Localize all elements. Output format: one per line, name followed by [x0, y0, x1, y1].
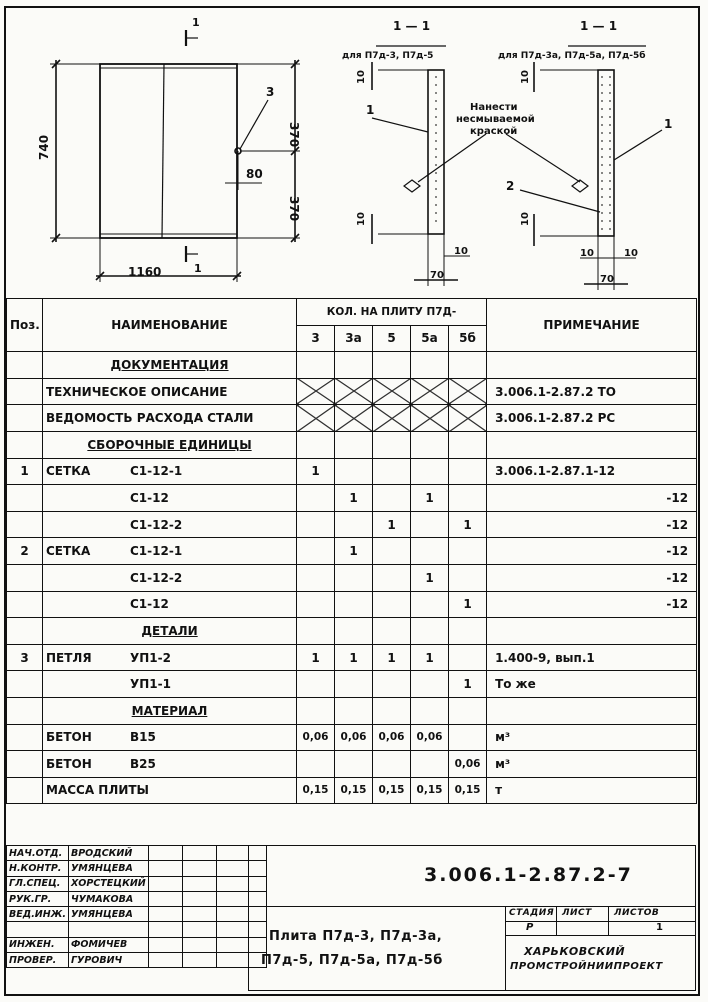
section-left-dim-depth: 70: [430, 270, 444, 281]
qty-cell: [449, 538, 487, 565]
pos-cell: 3: [7, 644, 43, 671]
staff-name: ФОМИЧЕВ: [68, 937, 148, 952]
note-line-1: Нанести: [470, 102, 518, 113]
section-title: ДОКУМЕНТАЦИЯ: [43, 352, 297, 379]
pos-cell: [7, 618, 43, 645]
pos-cell: [7, 352, 43, 379]
qty-cell: [335, 564, 373, 591]
name-cell: [43, 724, 297, 751]
qty-cell: [449, 431, 487, 458]
qty-cell: 0,06: [297, 724, 335, 751]
qty-cell: 1: [449, 591, 487, 618]
section-left-callout: 1: [366, 103, 375, 117]
name-cell: [43, 564, 297, 591]
doc-code: 3.006.1-2.87.2-7: [424, 864, 633, 886]
spec-row: [7, 405, 697, 432]
section-right-callout-1: 1: [664, 117, 673, 131]
staff-role: РУК.ГР.: [7, 891, 69, 906]
qty-cell: [297, 405, 335, 432]
staff-name: УМЯНЦЕВА: [68, 861, 148, 876]
staff-signature: [148, 922, 182, 937]
note-cell: -12: [487, 538, 697, 565]
spec-row: [7, 564, 697, 591]
spec-row: [7, 644, 697, 671]
qty-cell: 0,06: [335, 724, 373, 751]
item-code: С1-12-1: [130, 464, 183, 479]
staff-role: Н.КОНТР.: [7, 861, 69, 876]
note-line-2: несмываемой: [456, 114, 535, 125]
item-name: МАССА ПЛИТЫ: [46, 783, 149, 798]
note-cell: -12: [487, 485, 697, 512]
qty-cell: [449, 405, 487, 432]
item-name: ВЕДОМОСТЬ РАСХОДА СТАЛИ: [46, 411, 254, 426]
qty-cell: 1: [411, 485, 449, 512]
staff-role: ИНЖЕН.: [7, 937, 69, 952]
qty-cell: [411, 352, 449, 379]
spec-row: [7, 378, 697, 405]
note-cell: 1.400-9, вып.1: [487, 644, 697, 671]
item-name: БЕТОН: [46, 756, 92, 771]
pos-cell: [7, 431, 43, 458]
qty-cell: [335, 431, 373, 458]
qty-cell: [373, 671, 411, 698]
qty-cell: [449, 644, 487, 671]
qty-cell: 1: [411, 564, 449, 591]
note-cell: м³: [487, 724, 697, 751]
item-code: УП1-1: [130, 677, 171, 692]
name-cell: [43, 378, 297, 405]
pos-cell: [7, 751, 43, 778]
note-cell: 3.006.1-2.87.1-12: [487, 458, 697, 485]
spec-row: [7, 538, 697, 565]
item-code: В25: [130, 756, 156, 771]
pos-cell: [7, 591, 43, 618]
note-cell: м³: [487, 751, 697, 778]
qty-cell: [411, 591, 449, 618]
qty-cell: 1: [411, 644, 449, 671]
staff-name: [68, 922, 148, 937]
org-line-1: ХАРЬКОВСКИЙ: [524, 945, 626, 958]
qty-cell: [411, 378, 449, 405]
note-cell: -12: [487, 564, 697, 591]
header-variant: 5: [373, 325, 411, 352]
org-line-2: ПРОМСТРОЙНИИПРОЕКТ: [510, 961, 663, 972]
staff-signature: [148, 861, 182, 876]
qty-cell: 1: [297, 644, 335, 671]
item-name: ТЕХНИЧЕСКОЕ ОПИСАНИЕ: [46, 384, 228, 399]
qty-cell: [297, 538, 335, 565]
staff-signature: [148, 907, 182, 922]
specification-body: [7, 352, 697, 804]
item-code: С1-12: [130, 597, 169, 612]
qty-cell: [335, 751, 373, 778]
plan-callout: 3: [266, 85, 275, 99]
item-code: С1-12-2: [130, 570, 183, 585]
header-variant: 3а: [335, 325, 373, 352]
spec-row: [7, 724, 697, 751]
qty-cell: 0,15: [373, 777, 411, 804]
section-row: [7, 431, 697, 458]
stage-label: СТАДИЯ: [509, 908, 555, 918]
qty-cell: [411, 431, 449, 458]
section-left-title: 1 — 1: [393, 19, 431, 33]
note-cell: То же: [487, 671, 697, 698]
section-right-dim-left: 10: [580, 248, 594, 259]
sheets-label: ЛИСТОВ: [614, 908, 660, 918]
staff-name: ЧУМАКОВА: [68, 891, 148, 906]
staff-role: ВЕД.ИНЖ.: [7, 907, 69, 922]
pos-cell: [7, 378, 43, 405]
name-cell: [43, 405, 297, 432]
qty-cell: [411, 671, 449, 698]
qty-cell: [335, 618, 373, 645]
qty-cell: 1: [373, 511, 411, 538]
qty-cell: [411, 405, 449, 432]
pos-cell: [7, 564, 43, 591]
item-name: СЕТКА: [46, 464, 91, 479]
plan-section-marker-top: 1: [192, 16, 200, 29]
section-title: МАТЕРИАЛ: [43, 697, 297, 724]
staff-name: УМЯНЦЕВА: [68, 907, 148, 922]
qty-cell: [411, 618, 449, 645]
staff-role: [7, 922, 69, 937]
qty-cell: [297, 697, 335, 724]
item-name: БЕТОН: [46, 730, 92, 745]
qty-cell: [373, 618, 411, 645]
header-variant: 5б: [449, 325, 487, 352]
qty-cell: [411, 751, 449, 778]
qty-cell: [335, 511, 373, 538]
drawing-area: [0, 0, 708, 298]
qty-cell: [411, 697, 449, 724]
qty-cell: [373, 751, 411, 778]
staff-date: [182, 876, 216, 891]
qty-cell: 0,15: [449, 777, 487, 804]
staff-role: НАЧ.ОТД.: [7, 846, 69, 861]
name-cell: [43, 511, 297, 538]
qty-cell: [449, 618, 487, 645]
qty-cell: 0,15: [297, 777, 335, 804]
staff-date: [182, 937, 216, 952]
plan-dim-lower: 370: [287, 196, 301, 222]
drawing-title-line-1: Плита П7д-3, П7д-3а,: [269, 929, 443, 944]
section-right-callout-2: 2: [506, 179, 515, 193]
qty-cell: 0,06: [373, 724, 411, 751]
section-left-dim-right: 10: [454, 246, 468, 257]
qty-cell: [297, 618, 335, 645]
qty-cell: [373, 352, 411, 379]
qty-cell: [335, 458, 373, 485]
qty-cell: [449, 724, 487, 751]
item-code: С1-12-2: [130, 517, 183, 532]
name-cell: [43, 644, 297, 671]
qty-cell: 1: [449, 671, 487, 698]
name-cell: [43, 458, 297, 485]
qty-cell: [449, 352, 487, 379]
pos-cell: [7, 724, 43, 751]
qty-cell: 0,06: [449, 751, 487, 778]
section-right-dim-right: 10: [624, 248, 638, 259]
specification-table: [6, 298, 697, 804]
qty-cell: 0,15: [335, 777, 373, 804]
section-right-caption: для П7д-3а, П7д-5а, П7д-5б: [498, 51, 646, 61]
staff-date: [182, 891, 216, 906]
staff-row: [7, 876, 267, 891]
qty-cell: [449, 378, 487, 405]
staff-row: [7, 861, 267, 876]
staff-name: ГУРОВИЧ: [68, 953, 148, 968]
qty-cell: 0,15: [411, 777, 449, 804]
section-row: [7, 618, 697, 645]
qty-cell: [297, 751, 335, 778]
qty-cell: [373, 591, 411, 618]
spec-row: [7, 671, 697, 698]
qty-cell: [373, 378, 411, 405]
drawing-title-line-2: П7д-5, П7д-5а, П7д-5б: [261, 953, 443, 968]
note-cell: [487, 618, 697, 645]
plan-dim-width: 1160: [128, 265, 162, 279]
qty-cell: [373, 538, 411, 565]
stage-value: Р: [526, 922, 534, 933]
qty-cell: [373, 431, 411, 458]
qty-cell: [335, 591, 373, 618]
qty-cell: [373, 405, 411, 432]
qty-cell: [335, 352, 373, 379]
section-right-dim-top: 10: [520, 70, 531, 84]
qty-cell: [449, 564, 487, 591]
pos-cell: 2: [7, 538, 43, 565]
note-cell: 3.006.1-2.87.2 РС: [487, 405, 697, 432]
staff-date: [182, 907, 216, 922]
spec-row: [7, 591, 697, 618]
qty-cell: [449, 697, 487, 724]
name-cell: [43, 751, 297, 778]
pos-cell: [7, 671, 43, 698]
qty-cell: [297, 378, 335, 405]
qty-cell: [373, 458, 411, 485]
qty-cell: 1: [335, 644, 373, 671]
staff-date: [182, 846, 216, 861]
section-left-dim-top: 10: [356, 70, 367, 84]
note-cell: [487, 697, 697, 724]
staff-signature: [148, 846, 182, 861]
item-code: С1-12-1: [130, 544, 183, 559]
staff-row: [7, 953, 267, 968]
header-variant: 3: [297, 325, 335, 352]
qty-cell: 1: [297, 458, 335, 485]
section-right-dim-depth: 70: [600, 274, 614, 285]
item-code: В15: [130, 730, 156, 745]
plan-dim-height: 740: [37, 134, 51, 160]
staff-row: [7, 922, 267, 937]
staff-signature: [148, 953, 182, 968]
item-code: УП1-2: [130, 650, 171, 665]
qty-cell: [335, 405, 373, 432]
doc-code-box: [248, 845, 696, 907]
item-name: ПЕТЛЯ: [46, 650, 92, 665]
name-cell: [43, 671, 297, 698]
note-line-3: краской: [470, 126, 518, 137]
qty-cell: [373, 564, 411, 591]
plan-view: [50, 30, 300, 282]
qty-cell: [335, 697, 373, 724]
qty-cell: [335, 378, 373, 405]
staff-signature: [148, 876, 182, 891]
qty-cell: [297, 485, 335, 512]
section-title: СБОРОЧНЫЕ ЕДИНИЦЫ: [43, 431, 297, 458]
qty-cell: [411, 458, 449, 485]
drawing-title-box: [248, 906, 506, 991]
spec-row: [7, 511, 697, 538]
header-name: НАИМЕНОВАНИЕ: [43, 299, 297, 352]
staff-row: [7, 846, 267, 861]
name-cell: [43, 591, 297, 618]
name-cell: [43, 485, 297, 512]
qty-cell: [297, 671, 335, 698]
section-title: ДЕТАЛИ: [43, 618, 297, 645]
title-block: [6, 845, 696, 991]
qty-cell: [373, 485, 411, 512]
staff-role: ПРОВЕР.: [7, 953, 69, 968]
staff-row: [7, 891, 267, 906]
qty-cell: [449, 458, 487, 485]
note-cell: -12: [487, 511, 697, 538]
header-variant: 5а: [411, 325, 449, 352]
qty-cell: [297, 431, 335, 458]
qty-cell: [297, 352, 335, 379]
spec-row: [7, 751, 697, 778]
qty-cell: [297, 564, 335, 591]
sheet-label: ЛИСТ: [562, 908, 592, 918]
staff-role: ГЛ.СПЕЦ.: [7, 876, 69, 891]
section-row: [7, 352, 697, 379]
qty-cell: 1: [335, 538, 373, 565]
section-right-dim-bottom: 10: [520, 212, 531, 226]
header-qty: КОЛ. НА ПЛИТУ П7Д-: [297, 299, 487, 326]
section-left-dim-bottom: 10: [356, 212, 367, 226]
staff-row: [7, 907, 267, 922]
note-cell: -12: [487, 591, 697, 618]
stage-box: [505, 906, 696, 991]
staff-date: [182, 861, 216, 876]
pos-cell: [7, 777, 43, 804]
qty-cell: [335, 671, 373, 698]
name-cell: [43, 777, 297, 804]
header-note: ПРИМЕЧАНИЕ: [487, 299, 697, 352]
section-row: [7, 697, 697, 724]
staff-table: [6, 845, 267, 968]
qty-cell: [411, 538, 449, 565]
qty-cell: 1: [373, 644, 411, 671]
staff-signature: [148, 891, 182, 906]
pos-cell: [7, 697, 43, 724]
spec-row: [7, 777, 697, 804]
note-cell: 3.006.1-2.87.2 ТО: [487, 378, 697, 405]
qty-cell: 0,06: [411, 724, 449, 751]
pos-cell: [7, 485, 43, 512]
sheets-value: 1: [656, 922, 664, 933]
qty-cell: [297, 511, 335, 538]
qty-cell: [297, 591, 335, 618]
section-left-caption: для П7д-3, П7д-5: [342, 51, 434, 61]
pos-cell: [7, 511, 43, 538]
spec-row: [7, 458, 697, 485]
qty-cell: 1: [335, 485, 373, 512]
plan-section-marker-bottom: 1: [194, 262, 202, 275]
staff-row: [7, 937, 267, 952]
spec-row: [7, 485, 697, 512]
qty-cell: 1: [449, 511, 487, 538]
pos-cell: [7, 405, 43, 432]
staff-date: [182, 922, 216, 937]
qty-cell: [373, 697, 411, 724]
note-cell: т: [487, 777, 697, 804]
item-name: СЕТКА: [46, 544, 91, 559]
name-cell: [43, 538, 297, 565]
staff-name: ХОРСТЕЦКИЙ: [68, 876, 148, 891]
pos-cell: 1: [7, 458, 43, 485]
qty-cell: [449, 485, 487, 512]
plan-dim-upper: 370: [287, 122, 301, 148]
staff-signature: [148, 937, 182, 952]
staff-name: ВРОДСКИЙ: [68, 846, 148, 861]
header-pos: Поз.: [7, 299, 43, 352]
section-right-title: 1 — 1: [580, 19, 618, 33]
item-code: С1-12: [130, 490, 169, 505]
staff-date: [182, 953, 216, 968]
note-cell: [487, 352, 697, 379]
plan-dim-offset: 80: [246, 167, 263, 181]
qty-cell: [411, 511, 449, 538]
note-cell: [487, 431, 697, 458]
